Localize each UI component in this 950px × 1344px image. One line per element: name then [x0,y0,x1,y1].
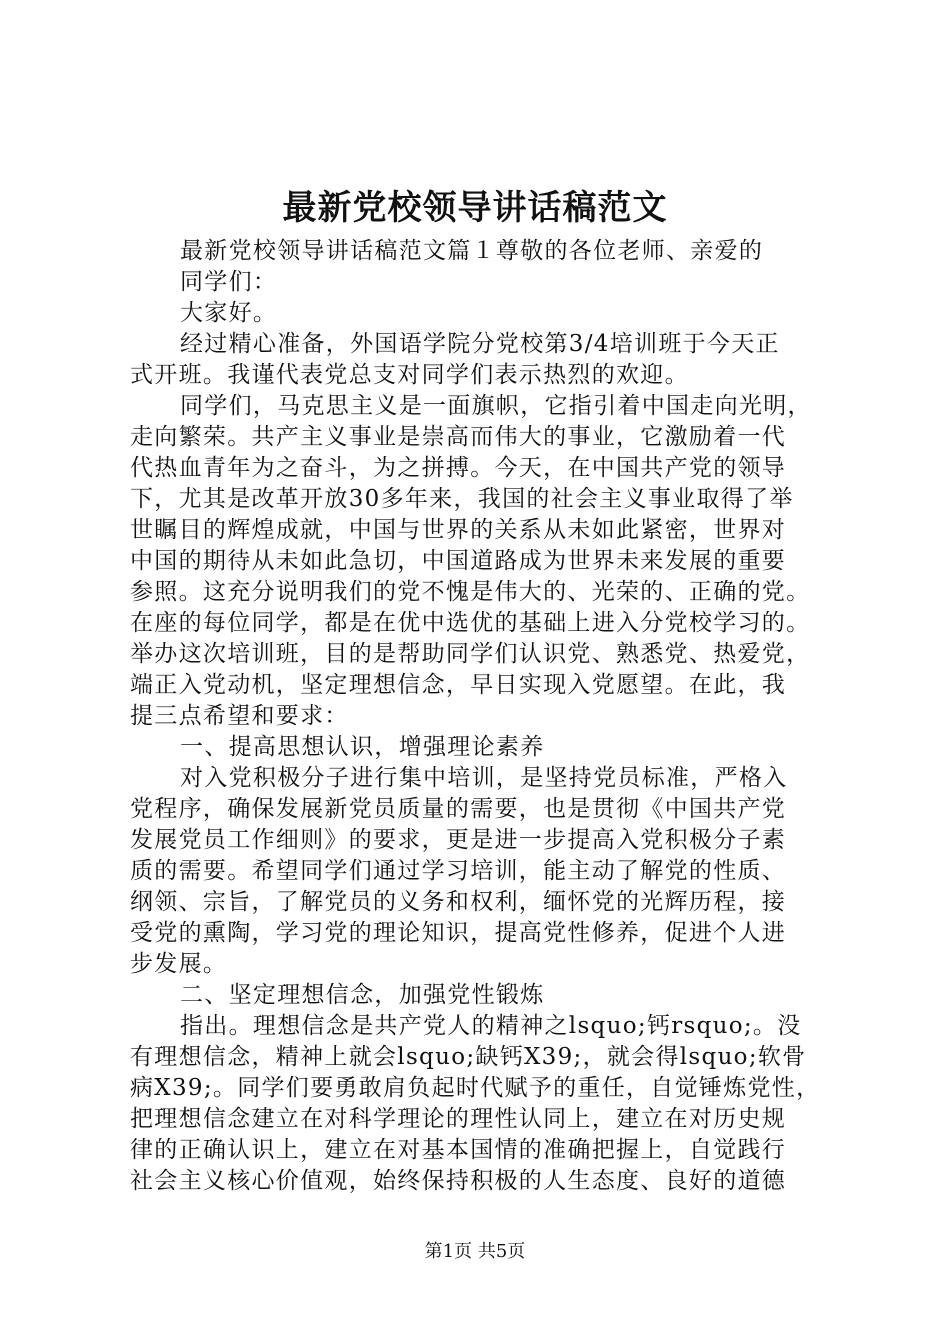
text-line: 有理想信念，精神上就会lsquo;缺钙X39;，就会得lsquo;软骨 [130,1044,807,1070]
text-line: 同学们： [180,269,278,295]
text-line: 式开班。我谨代表党总支对同学们表示热烈的欢迎。 [130,362,689,388]
text-line: 受党的熏陶，学习党的理论知识，提高党性修养，促进个人进 [130,920,787,946]
text-line: 质的需要。希望同学们通过学习培训，能主动了解党的性质、 [130,858,787,884]
page-footer: 第1页 共5页 [424,1241,526,1262]
text-line: 举办这次培训班，目的是帮助同学们认识党、熟悉党、热爱党， [130,641,811,667]
text-line: 经过精心准备，外国语学院分党校第3/4培训班于今天正 [180,331,780,357]
text-line: 党程序，确保发展新党员质量的需要，也是贯彻《中国共产党 [130,796,787,822]
text-line: 对入党积极分子进行集中培训，是坚持党员标准，严格入 [180,765,788,791]
text-line: 步发展。 [130,951,228,977]
text-line: 最新党校领导讲话稿范文篇１尊敬的各位老师、亲爱的 [180,238,764,264]
text-line: 病X39;。同学们要勇敢肩负起时代赋予的重任，自觉锤炼党性， [130,1075,821,1101]
document-body [130,236,830,1197]
text-line: 走向繁荣。共产主义事业是崇高而伟大的事业，它激励着一代 [130,424,787,450]
text-line: 中国的期待从未如此急切，中国道路成为世界未来发展的重要 [130,548,787,574]
text-line: 纲领、宗旨，了解党员的义务和权利，缅怀党的光辉历程，接 [130,889,787,915]
text-line: 提三点希望和要求： [130,703,349,729]
text-line: 律的正确认识上，建立在对基本国情的准确把握上，自觉践行 [130,1137,787,1163]
text-line: 把理想信念建立在对科学理论的理性认同上，建立在对历史规 [130,1106,787,1132]
text-line: 社会主义核心价值观，始终保持积极的人生态度、良好的道德 [130,1168,787,1194]
text-line: 二、坚定理想信念，加强党性锻炼 [180,982,545,1008]
text-line: 发展党员工作细则》的要求，更是进一步提高入党积极分子素 [130,827,787,853]
text-line: 同学们，马克思主义是一面旗帜，它指引着中国走向光明， [180,393,812,419]
page-title: 最新党校领导讲话稿范文 [282,188,668,228]
text-line: 大家好。 [180,300,278,326]
text-line: 端正入党动机，坚定理想信念，早日实现入党愿望。在此，我 [130,672,787,698]
text-line: 一、提高思想认识，增强理论素养 [180,734,545,760]
text-line: 下，尤其是改革开放30多年来，我国的社会主义事业取得了举 [130,486,794,512]
text-line: 在座的每位同学，都是在优中选优的基础上进入分党校学习的。 [130,610,811,636]
text-line: 参照。这充分说明我们的党不愧是伟大的、光荣的、正确的党。 [130,579,811,605]
text-line: 世瞩目的辉煌成就，中国与世界的关系从未如此紧密，世界对 [130,517,787,543]
text-line: 代热血青年为之奋斗，为之拼搏。今天，在中国共产党的领导 [130,455,787,481]
text-line: 指出。理想信念是共产党人的精神之lsquo;钙rsquo;。没 [180,1013,802,1039]
